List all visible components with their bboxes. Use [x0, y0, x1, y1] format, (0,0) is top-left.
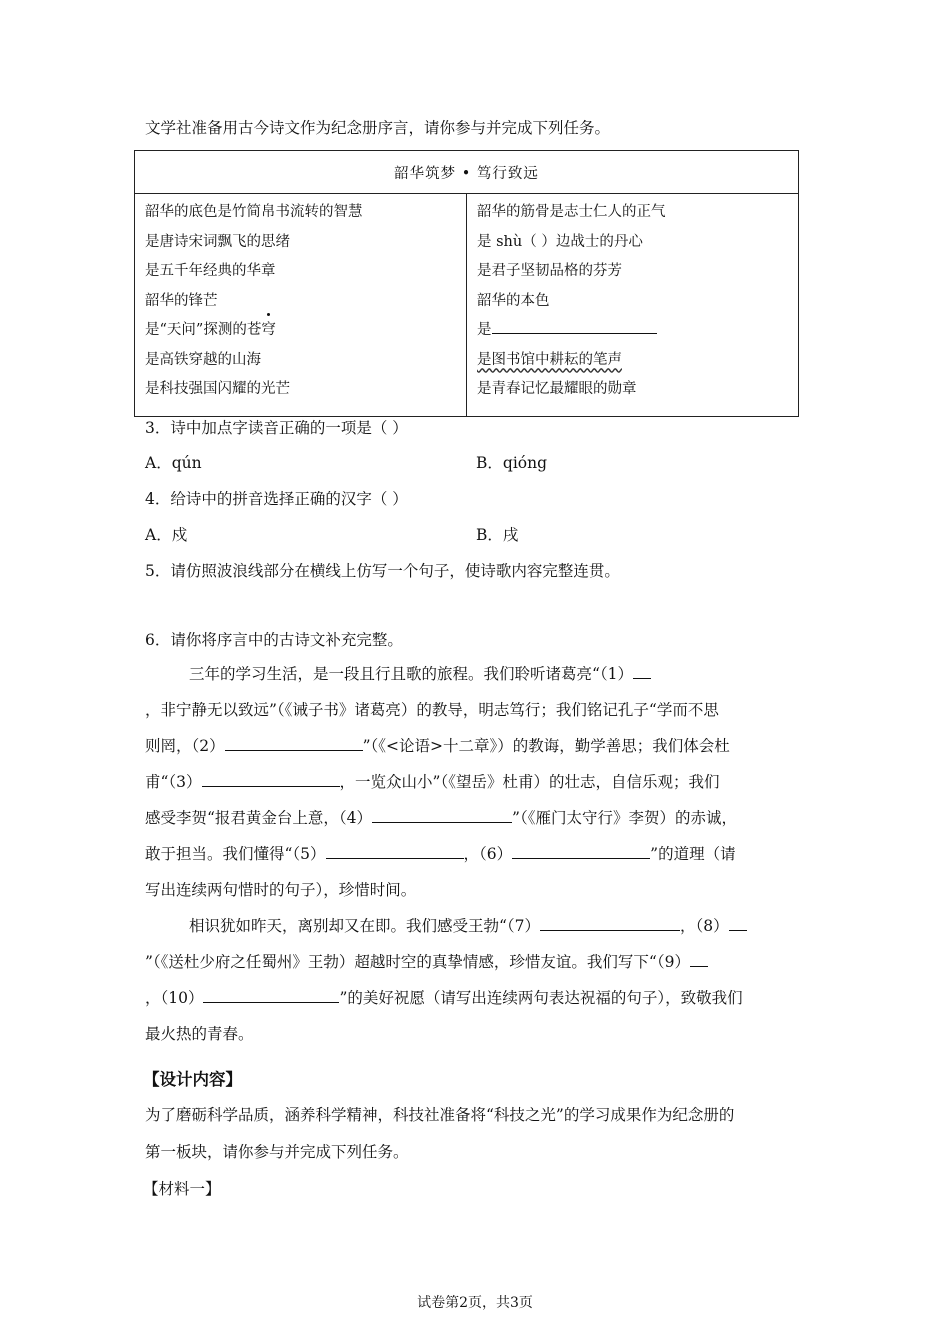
poem-title: 韶华筑梦 • 笃行致远: [135, 151, 799, 194]
answer-blank[interactable]: [540, 914, 680, 931]
passage-paragraph-2: 相识犹如昨天，离别却又在即。我们感受王勃“（7） ，（8） ”（《送杜少府之任蜀州》王勃）超越时空的真挚情感，珍惜友谊。我们写下“（9） ，（10） ”的美好祝愿（请写出连续两句表达祝福的句子），致敬我们 最火热的青春。: [145, 908, 810, 1052]
poem-line: 是: [477, 316, 788, 346]
option-a[interactable]: A．qún: [145, 454, 202, 472]
answer-blank[interactable]: [203, 986, 339, 1003]
question-6: 6．请你将序言中的古诗文补充完整。: [145, 631, 403, 649]
answer-blank[interactable]: [372, 806, 512, 823]
design-text: 为了磨砺科学品质，涵养科学精神，科技社准备将“科技之光”的学习成果作为纪念册的: [145, 1106, 735, 1124]
answer-blank[interactable]: [633, 662, 651, 679]
poem-line: 是“天问”探测的苍穹: [145, 316, 456, 346]
material-heading: 【材料一】: [143, 1180, 221, 1198]
question-3: 3．诗中加点字读音正确的一项是（ ）: [145, 419, 408, 437]
answer-blank[interactable]: [690, 950, 708, 967]
poem-left-column: [135, 194, 467, 417]
poem-line: 韶华的底色是竹简帛书流转的智慧: [145, 204, 363, 220]
question-5: 5．请仿照波浪线部分在横线上仿写一个句子，使诗歌内容完整连贯。: [145, 562, 620, 580]
poem-line: 是科技强国闪耀的光芒: [145, 381, 290, 397]
answer-blank[interactable]: [729, 914, 747, 931]
poem-line: 是青春记忆最耀眼的勋章: [477, 381, 637, 397]
poem-line: 是君子坚韧品格的芬芳: [477, 263, 622, 279]
dotted-character: 穹: [261, 316, 276, 346]
poem-line: 是 shù（ ）边战士的丹心: [477, 233, 643, 250]
answer-blank[interactable]: [512, 842, 650, 859]
answer-blank[interactable]: [326, 842, 464, 859]
option-b[interactable]: B．戌: [476, 526, 519, 544]
poem-line: 韶华的本色: [477, 292, 550, 309]
design-text: 第一板块，请你参与并完成下列任务。: [145, 1143, 409, 1161]
poem-table: [134, 150, 799, 417]
answer-blank[interactable]: [492, 317, 657, 334]
poem-line-wavy: 是图书馆中耕耘的笔声: [477, 351, 622, 368]
poem-right-column: [467, 194, 799, 417]
design-heading: 【设计内容】: [143, 1070, 242, 1089]
poem-line: 韶华的锋芒: [145, 292, 218, 309]
question-4: 4．给诗中的拼音选择正确的汉字（ ）: [145, 490, 408, 508]
poem-line: 韶华的筋骨是志士仁人的正气: [477, 204, 666, 220]
intro-text: 文学社准备用古今诗文作为纪念册序言，请你参与并完成下列任务。: [145, 119, 611, 137]
poem-line: 是高铁穿越的山海: [145, 351, 261, 368]
option-a[interactable]: A．戍: [145, 526, 188, 544]
answer-blank[interactable]: [225, 734, 363, 751]
option-b[interactable]: B．qióng: [476, 454, 548, 472]
passage-paragraph-1: 三年的学习生活，是一段且行且歌的旅程。我们聆听诸葛亮“（1） ，非宁静无以致远”（《诫子书》诸葛亮）的教导，明志笃行；我们铭记孔子“学而不思 则罔，（2） ”（《<论语>十二章》）的教诲，勤学善思；我们体会杜 甫“（3） ，一览众山小”（《望岳》杜甫）的壮志，自信乐观；我们 感受李贺“报君黄金台上意，（4） ”（《雁门太守行》李贺）的赤诚， 敢于担当。我们懂得“（5） ，（6） ”的道理（请 写出连续两句惜时的句子），珍惜时间。: [145, 656, 810, 908]
answer-blank[interactable]: [202, 770, 340, 787]
page-footer: 试卷第2页，共3页: [417, 1295, 533, 1311]
poem-line: 是唐诗宋词飘飞的思绪: [145, 233, 290, 250]
poem-line: 是五千年经典的华章: [145, 263, 276, 279]
